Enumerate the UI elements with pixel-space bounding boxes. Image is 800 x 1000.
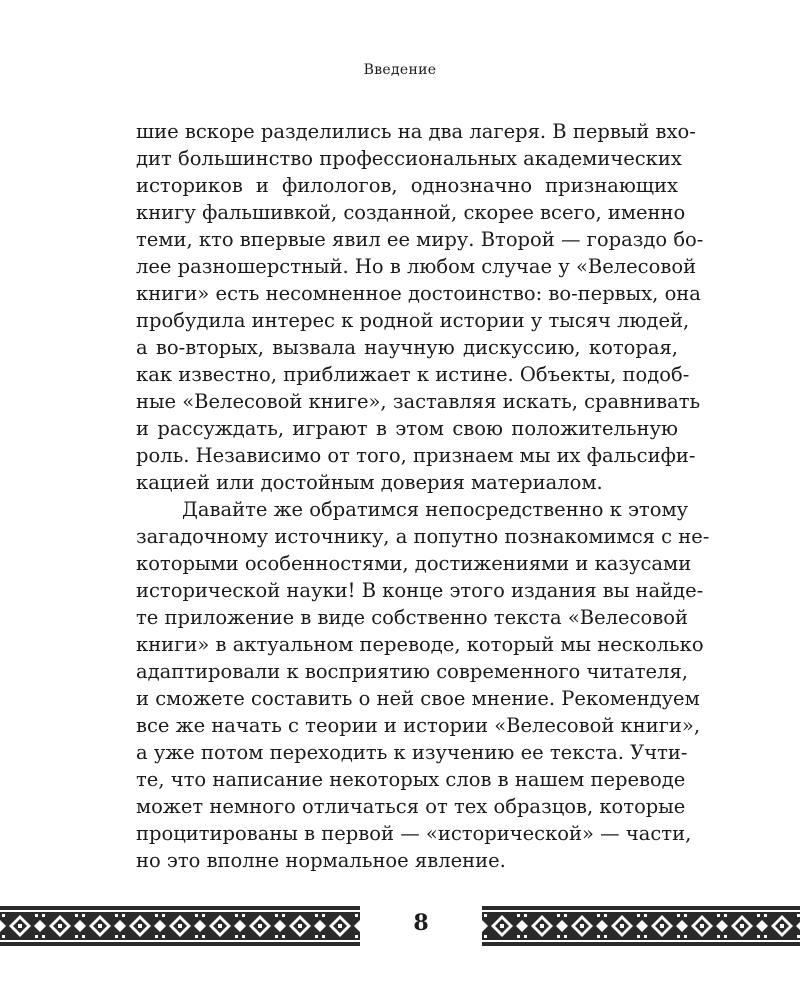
paragraph-2 [136,496,710,874]
text-line: процитированы в первой — «исторической» — части, [136,822,692,845]
text-line: загадочному источнику, а попутно познакомимся с не- [136,525,710,548]
running-head: Введение [363,62,437,78]
text-line: те приложение в виде собственно текста «Велесовой [136,606,688,629]
text-line: книги» в актуальном переводе, который мы несколько [136,633,704,656]
text-line: адаптировали к восприятию современного читателя, [136,660,688,683]
paragraph-1 [136,118,704,496]
text-line: ные «Велесовой книге», заставляя искать, сравнивать [136,390,701,413]
text-line: книги» есть несомненное достоинство: во-первых, она [136,282,701,305]
page-number: 8 [413,910,429,936]
text-line: но это вполне нормальное явление. [136,849,506,872]
text-line: книгу фальшивкой, созданной, скорее всего, именно [136,201,686,224]
folk-ornament-icon [482,906,800,946]
text-line: историков и филологов, однозначно признающих [136,174,678,197]
text-line: те, что написание некоторых слов в нашем переводе [136,768,686,791]
text-line: и рассуждать, играют в этом свою положительную [136,417,678,440]
text-line: как известно, приближает к истине. Объекты, подоб- [136,363,690,386]
text-line: исторической науки! В конце этого издания вы найде- [136,579,704,602]
text-line: роль. Независимо от того, признаем мы их фальсифи- [136,444,696,467]
text-line: все же начать с теории и истории «Велесовой книги», [136,714,701,737]
text-line: теми, кто впервые явил ее миру. Второй — гораздо бо- [136,228,704,251]
text-line: пробудила интерес к родной истории у тысяч людей, [136,309,690,332]
text-line: а во-вторых, вызвала научную дискуссию, которая, [136,336,678,359]
text-line: кацией или достойным доверия материалом. [136,471,603,494]
text-line: Давайте же обратимся непосредственно к этому [182,498,689,521]
text-line: а уже потом переходить к изучению ее текста. Учти- [136,741,688,764]
folk-ornament-icon [0,906,360,946]
text-line: может немного отличаться от тех образцов, которые [136,795,686,818]
text-line: и сможете составить о ней свое мнение. Рекомендуем [136,687,700,710]
text-line: которыми особенностями, достижениями и казусами [136,552,692,575]
text-line: дит большинство профессиональных академических [136,147,682,170]
body-text [136,118,710,874]
text-line: лее разношерстный. Но в любом случае у «Велесовой [136,255,697,278]
text-line: шие вскоре разделились на два лагеря. В первый вхо- [136,120,696,143]
